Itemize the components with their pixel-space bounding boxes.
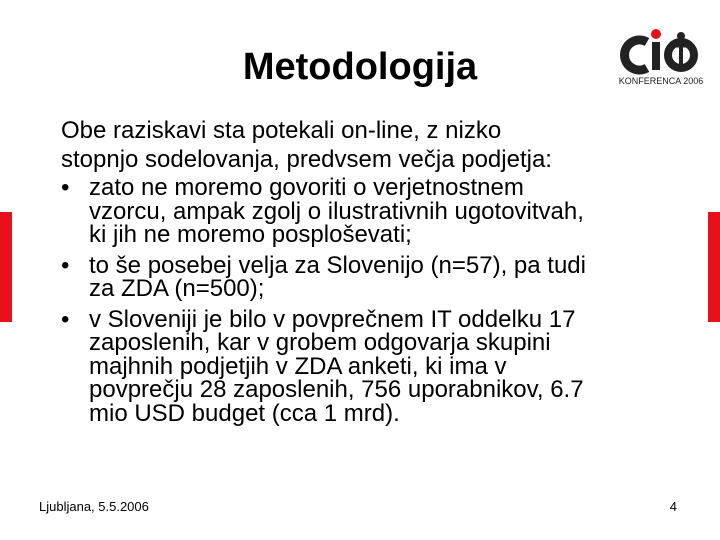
slide-title: Metodologija: [242, 46, 478, 88]
cio-logo-icon: [611, 22, 711, 92]
cio-konferenca-logo: [611, 22, 711, 92]
bullet-icon: •: [61, 174, 70, 201]
right-accent-bar: [708, 212, 720, 322]
page-number: 4: [669, 499, 677, 514]
bullet-line: povprečju 28 zaposlenih, 756 uporabnikov, 6.7: [89, 376, 584, 403]
bullet-line: vzorcu, ampak zgolj o ilustrativnih ugotovitvah,: [89, 197, 584, 225]
bullet-line: v Sloveniji je bilo v povprečnem IT oddelku 17: [89, 305, 576, 333]
bullet-item: [61, 176, 681, 247]
footer-place-date: Ljubljana, 5.5.2006: [39, 499, 149, 514]
intro-line: Obe raziskavi sta potekali on-line, z nizko: [61, 117, 502, 144]
left-accent-bar: [0, 212, 12, 322]
bullet-line: mio USD budget (cca 1 mrd).: [89, 399, 400, 427]
bullet-line: zaposlenih, kar v grobem odgovarja skupini: [89, 329, 551, 356]
bullet-line: to še posebej velja za Slovenijo (n=57), pa tudi: [89, 251, 586, 279]
bullet-line: majhnih podjetjih v ZDA anketi, ki ima v: [89, 352, 507, 380]
bullet-line: ki jih ne moremo posploševati;: [89, 221, 412, 248]
logo-caption: KONFERENCA 2006: [618, 76, 704, 86]
bullet-icon: •: [61, 305, 70, 333]
bullet-line: zato ne moremo govoriti o verjetnostnem: [89, 174, 524, 201]
bullet-item: [61, 251, 681, 302]
bullet-item: [61, 305, 681, 427]
intro-line: stopnjo sodelovanja, predvsem večja podjetja:: [61, 146, 552, 173]
bullet-line: za ZDA (n=500);: [89, 275, 265, 302]
intro-text: [61, 116, 681, 174]
bullet-list: [61, 176, 681, 425]
bullet-icon: •: [61, 251, 70, 279]
slide-body: [61, 116, 681, 432]
